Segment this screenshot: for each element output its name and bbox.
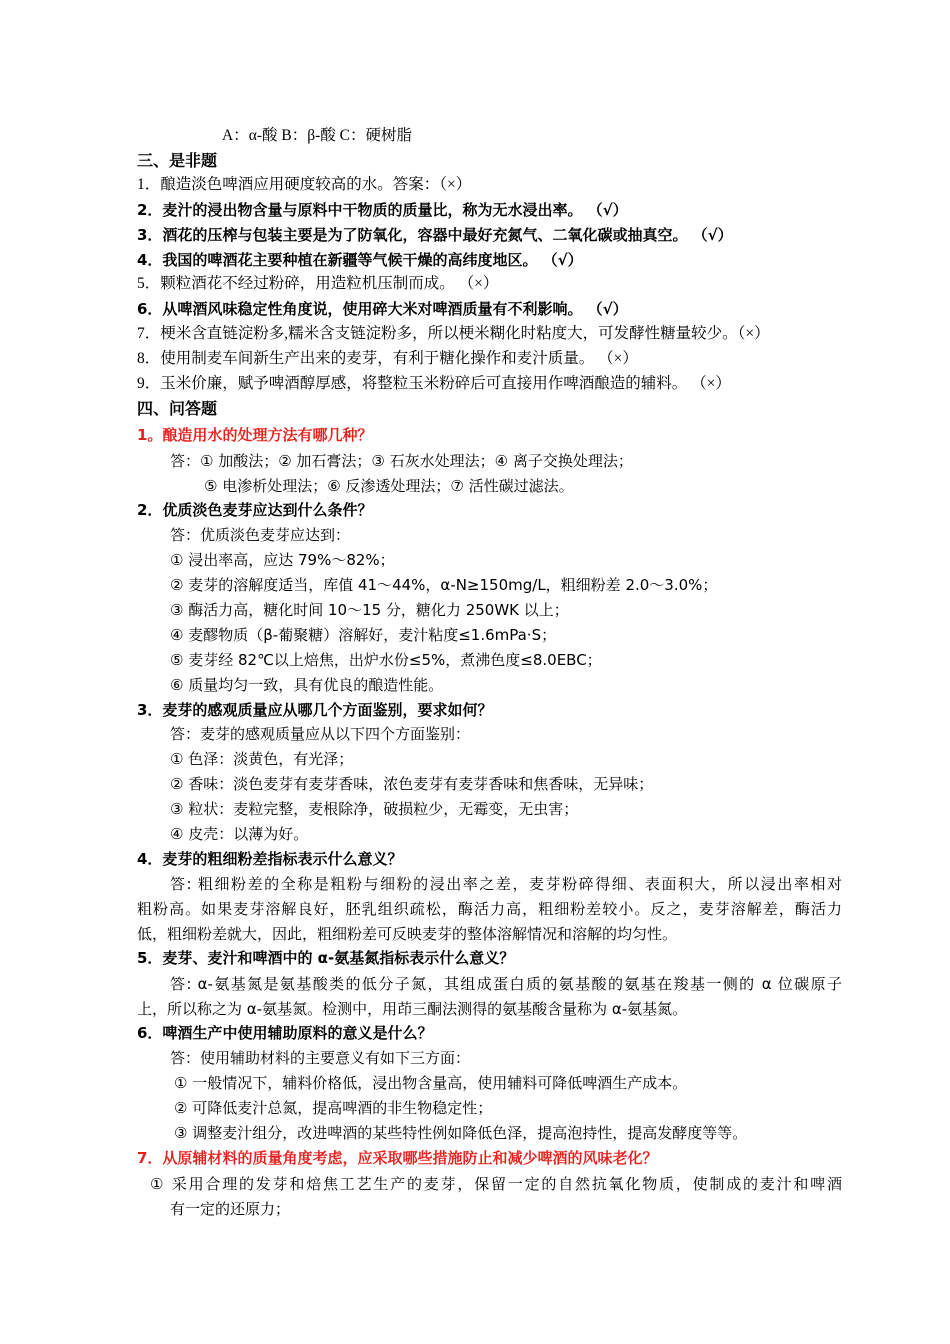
question-7-point-1-line-1: ① 采用合理的发芽和焙焦工艺生产的麦芽，保留一定的自然抗氧化物质，使制成的麦汁和啤酒	[150, 1175, 842, 1193]
question-1-title: 1。酿造用水的处理方法有哪几种？	[137, 426, 373, 444]
question-7-title: 7．从原辅材料的质量角度考虑，应采取哪些措施防止和减少啤酒的风味老化？	[137, 1149, 658, 1167]
tf-item-1: 1．酿造淡色啤酒应用硬度较高的水。答案：（×）	[137, 176, 472, 193]
question-2-point-2: ② 麦芽的溶解度适当，库值 41～44%，α-N≥150mg/L，粗细粉差 2.0～3.0%；	[170, 576, 718, 594]
question-6-point-3: ③ 调整麦汁组分，改进啤酒的某些特性例如降低色泽，提高泡持性，提高发酵度等等。	[174, 1124, 748, 1142]
tf-item-4: 4．我国的啤酒花主要种植在新疆等气候干燥的高纬度地区。 （√）	[137, 251, 583, 269]
question-4-answer-line-1: 答: 粗细粉差的全称是粗粉与细粉的浸出率之差，麦芽粉碎得细、表面积大，所以浸出率相对	[170, 875, 842, 893]
tf-item-9: 9．玉米价廉，赋予啤酒醇厚感，将整粒玉米粉碎后可直接用作啤酒酿造的辅料。 （×）	[137, 375, 731, 392]
options-line: A：α-酸 B：β-酸 C：硬树脂	[222, 127, 412, 144]
tf-item-2: 2．麦汁的浸出物含量与原料中干物质的质量比，称为无水浸出率。 （√）	[137, 201, 628, 219]
question-6-point-1: ① 一般情况下，辅料价格低，浸出物含量高，使用辅料可降低啤酒生产成本。	[174, 1074, 688, 1092]
question-3-title: 3．麦芽的感观质量应从哪几个方面鉴别，要求如何？	[137, 701, 493, 719]
question-6-point-2: ② 可降低麦汁总氮，提高啤酒的非生物稳定性；	[174, 1099, 493, 1117]
question-5-answer-line-1: 答: α-氨基氮是氨基酸类的低分子氮，其组成蛋白质的氨基酸的氨基在羧基一侧的 α 位碳原子	[170, 975, 842, 993]
question-2-point-3: ③ 酶活力高，糖化时间 10～15 分，糖化力 250WK 以上；	[170, 601, 569, 619]
question-6-intro: 答：使用辅助材料的主要意义有如下三方面：	[170, 1049, 471, 1067]
question-7-point-1-line-2: 有一定的还原力；	[170, 1200, 291, 1218]
tf-item-8: 8．使用制麦车间新生产出来的麦芽，有利于糖化操作和麦汁质量。 （×）	[137, 350, 638, 367]
question-3-intro: 答：麦芽的感观质量应从以下四个方面鉴别：	[170, 725, 471, 743]
section-title-true-false: 三、是非题	[137, 151, 218, 170]
question-4-answer-line-2: 粗粉高。如果麦芽溶解良好，胚乳组织疏松，酶活力高，粗细粉差较小。反之，麦芽溶解差，酶活力	[137, 900, 842, 918]
question-1-answer-line-2: ⑤ 电渗析处理法；⑥ 反渗透处理法；⑦ 活性碳过滤法。	[204, 477, 574, 495]
question-5-answer-line-2: 上，所以称之为 α-氨基氮。检测中，用茚三酮法测得的氨基酸含量称为 α-氨基氮。	[137, 1000, 688, 1018]
question-5-title: 5．麦芽、麦汁和啤酒中的 α-氨基氮指标表示什么意义？	[137, 949, 515, 967]
question-1-answer-line-1: 答：① 加酸法；② 加石膏法；③ 石灰水处理法；④ 离子交换处理法；	[170, 452, 633, 470]
question-2-title: 2．优质淡色麦芽应达到什么条件？	[137, 501, 373, 519]
section-title-qa: 四、问答题	[137, 399, 218, 418]
question-4-title: 4．麦芽的粗细粉差指标表示什么意义？	[137, 850, 403, 868]
tf-item-6: 6．从啤酒风味稳定性角度说，使用碎大米对啤酒质量有不利影响。 （√）	[137, 300, 628, 318]
question-2-point-5: ⑤ 麦芽经 82℃以上焙焦，出炉水份≤5%，煮沸色度≤8.0EBC；	[170, 651, 602, 669]
question-4-answer-line-3: 低，粗细粉差就大，因此，粗细粉差可反映麦芽的整体溶解情况和溶解的均匀性。	[137, 925, 678, 943]
question-6-title: 6．啤酒生产中使用辅助原料的意义是什么？	[137, 1024, 433, 1042]
question-2-intro: 答：优质淡色麦芽应达到：	[170, 526, 351, 544]
question-2-point-1: ① 浸出率高，应达 79%～82%；	[170, 551, 395, 569]
question-2-point-4: ④ 麦醪物质（β-葡聚糖）溶解好，麦汁粘度≤1.6mPa·S；	[170, 626, 557, 644]
tf-item-3: 3．酒花的压榨与包装主要是为了防氧化，容器中最好充氮气、二氧化碳或抽真空。 （√）	[137, 226, 733, 244]
tf-item-7: 7．梗米含直链淀粉多,糯米含支链淀粉多，所以梗米糊化时粘度大，可发酵性糖量较少。（×）	[137, 325, 770, 342]
question-3-point-3: ③ 粒状：麦粒完整，麦根除净，破损粒少，无霉变，无虫害；	[170, 800, 579, 818]
question-2-point-6: ⑥ 质量均匀一致，具有优良的酿造性能。	[170, 676, 444, 694]
question-3-point-2: ② 香味：淡色麦芽有麦芽香味，浓色麦芽有麦芽香味和焦香味，无异味；	[170, 775, 654, 793]
question-3-point-4: ④ 皮壳：以薄为好。	[170, 825, 309, 843]
tf-item-5: 5．颗粒酒花不经过粉碎，用造粒机压制而成。 （×）	[137, 275, 499, 292]
question-3-point-1: ① 色泽：淡黄色，有光泽；	[170, 750, 354, 768]
